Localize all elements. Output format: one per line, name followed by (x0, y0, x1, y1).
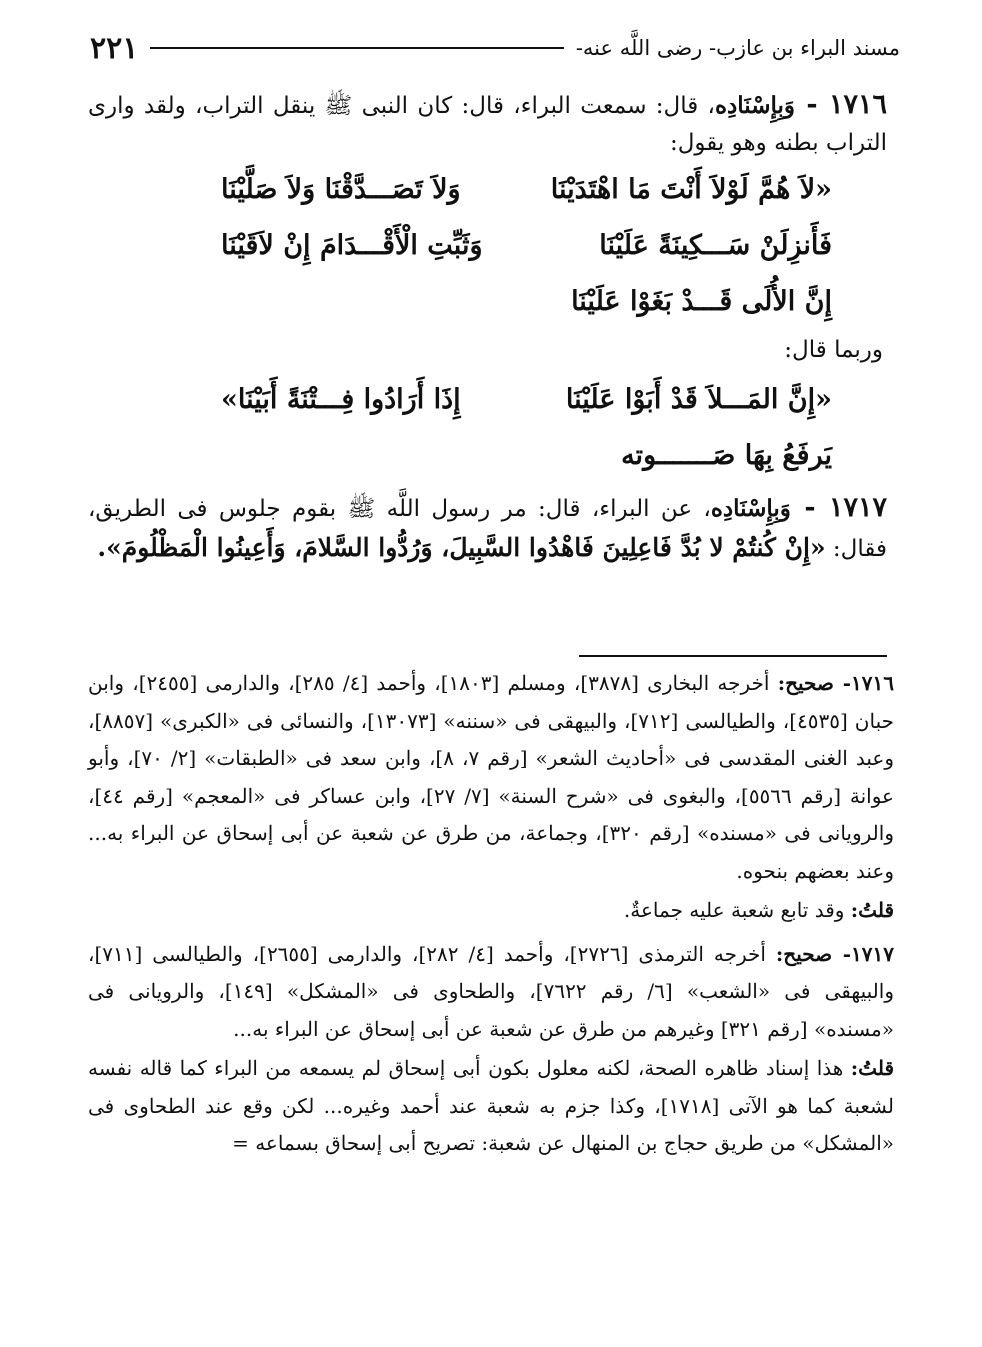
verse-hemistich-left: وَلاَ تَصَـــدَّقْنَا وَلاَ صَلَّيْنَا (221, 173, 461, 205)
verse-hemistich-right: «إِنَّ المَـــلاَ قَدْ أَبَوْا عَلَيْنَا (565, 383, 832, 415)
qult-label: قلتُ: (850, 898, 894, 922)
qult-label: قلتُ: (850, 1056, 894, 1080)
footnote-1716-qult (88, 892, 894, 930)
verse-line (88, 161, 887, 217)
hadith-1717-number: ١٧١٧ (828, 492, 887, 524)
running-title: مسند البراء بن عازب- رضى اللَّه عنه- (575, 36, 900, 60)
qult-text: وقد تابع شعبة عليه جماعةٌ. (623, 898, 845, 922)
verse-hemistich-right: «لاَ هُمَّ لَوْلاَ أَنْتَ مَا اهْتَدَيْنَا (550, 173, 832, 205)
footnote-1716-text: أخرجه البخارى [٣٨٧٨]، ومسلم [١٨٠٣]، وأحمد [٤/ ٢٨٥]، والدارمى [٢٤٥٥]، وابن حبان [٤٥٣٥]، والطيالسى [٧١٢]، والبيهقى فى «سننه» [١٣٠٧٣]، والنسائى فى «الكبرى» [٨٨٥٧]، وعبد الغنى المقدسى فى «أحاديث الشعر» [رقم ٧، ٨]، وابن سعد فى «الطبقات» [٢/ ٧٠]، وأبو عوانة [رقم ٥٥٦٦]، والبغوى فى «شرح السنة» [٧/ ٢٧]، وابن عساكر فى «المعجم» [رقم ٤٤]، والرويانى فى «مسنده» [رقم ٣٢٠]، وجماعة، من طرق عن شعبة عن أبى إسحاق عن البراء به... وعند بعضهم بنحوه. (88, 671, 894, 883)
footnote-1717 (88, 936, 894, 1049)
footnote-1717-text: أخرجه الترمذى [٢٧٢٦]، وأحمد [٤/ ٢٨٢]، والدارمى [٢٦٥٥]، والطيالسى [٧١١]، والبيهقى فى «الشعب» [٦/ رقم ٧٦٢٢]، والطحاوى فى «المشكل» [١٤٩]، والرويانى فى «مسنده» [رقم ٣٢١] وغيرهم من طرق عن شعبة عن أبى إسحاق عن البراء به... (88, 941, 894, 1041)
running-header (90, 28, 900, 68)
hadith-1717-text: ١٧١٧ - وَبِإِسْنَادِه، عن البراء، قال: مر رسول اللَّه ﷺ بقوم جلوس فى الطريق، فقال: «إِنْ كُنتُمْ لا بُدَّ فَاعِلِينَ فَاهْدُوا السَّبِيلَ، وَرُدُّوا السَّلامَ، وَأَعِينُوا الْمَظْلُومَ». (88, 492, 887, 563)
verse-line (88, 273, 887, 329)
verse-line (88, 217, 887, 273)
verse-hemistich-right: فَأَنزِلَنْ سَـــكِينَةً عَلَيْنَا (599, 229, 832, 261)
hadith-1716-intro: ١٧١٦ - وَبِإِسْنَادِه، قال: سمعت البراء، قال: كان النبى ﷺ ينقل التراب، ولقد وارى التراب بطنه وهو يقول: (88, 89, 887, 156)
verse-hemistich-right: يَرفَعُ بِهَا صَـــــــوته (621, 439, 832, 471)
footnote-1716 (88, 665, 894, 890)
header-rule (150, 47, 563, 49)
footnote-1717-label: ١٧١٧- صحيح: (775, 941, 894, 966)
hadith-1717-intro: ، عن البراء، قال: مر رسول اللَّه ﷺ بقوم جلوس فى الطريق، فقال: (88, 496, 887, 563)
hadith-1716-text: ، قال: سمعت البراء، قال: كان النبى ﷺ ينقل التراب، ولقد وارى التراب بطنه وهو يقول: (88, 93, 887, 156)
hadith-1716-number: ١٧١٦ (828, 89, 887, 120)
verse-hemistich-left: وَثَبِّتِ الْأَقْـــدَامَ إِنْ لاَقَيْنَا (221, 229, 483, 261)
hadith-1717-isnad: وَبِإِسْنَادِه (710, 495, 791, 523)
main-text (88, 84, 887, 568)
verse-hemistich-right: إِنَّ الأُلَى قَـــدْ بَغَوْا عَلَيْنَا (571, 285, 832, 317)
footnote-separator (579, 655, 887, 657)
verse-hemistich-left: إِذَا أَرَادُوا فِـــتْنَةً أَبَيْنَا» (221, 383, 461, 415)
rubbama-line: وربما قال: (784, 337, 883, 364)
footnotes (88, 665, 894, 1163)
hadith-1716-isnad: وَبِإِسْنَادِه (714, 92, 795, 119)
verse-line (88, 427, 887, 483)
footnote-1716-label: ١٧١٦- صحيح: (777, 671, 895, 695)
hadith-1717-matn: «إِنْ كُنتُمْ لا بُدَّ فَاعِلِينَ فَاهْدُوا السَّبِيلَ، وَرُدُّوا السَّلامَ، وَأَعِينُوا الْمَظْلُومَ». (97, 533, 826, 563)
page-number: ٢٢١ (90, 30, 139, 66)
footnote-1717-qult (88, 1050, 894, 1163)
qult-text: هذا إسناد ظاهره الصحة، لكنه معلول بكون أبى إسحاق لم يسمعه من البراء كما قاله نفسه لشعبة كما هو الآتى [١٧١٨]، وكذا جزم به شعبة عند أحمد وغيره... لكن وقع عند الطحاوى فى «المشكل» من طريق حجاج بن المنهال عن شعبة: تصريح أبى إسحاق بسماعه = (88, 1056, 894, 1155)
verse-line (88, 371, 887, 427)
